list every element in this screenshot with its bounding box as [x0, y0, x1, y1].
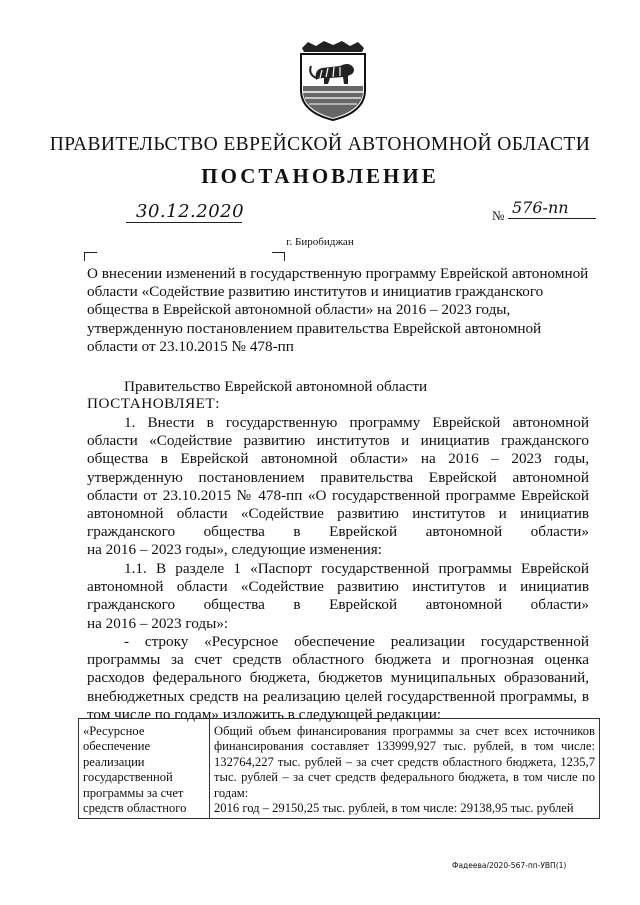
table-year-line: 2016 год – 29150,25 тыс. рублей, в том числе: 29138,95 тыс. рублей [214, 801, 574, 816]
table-label-line: обеспечение [83, 739, 151, 754]
item-1-line: области от 23.10.2015 № 478-пп «О государственной программе Еврейской [87, 486, 589, 504]
number-underline [508, 218, 596, 219]
item-1-1-line: на 2016 – 2023 годы»: [87, 614, 229, 632]
table-label-line: «Ресурсное [83, 724, 145, 738]
document-type-title: ПОСТАНОВЛЕНИЕ [201, 164, 439, 188]
table-cell-label [79, 719, 210, 819]
item-1-line: 1. Внести в государственную программу Еврейской автономной [124, 414, 589, 431]
item-1-line: на 2016 – 2023 годы», следующие изменения: [87, 541, 383, 559]
government-title: ПРАВИТЕЛЬСТВО ЕВРЕЙСКОЙ АВТОНОМНОЙ ОБЛАСТИ [49, 134, 591, 155]
city-name: г. Биробиджан [286, 236, 354, 248]
number-label: № [492, 208, 505, 223]
coat-of-arms-tiger-icon [296, 40, 370, 122]
resource-table [78, 718, 600, 819]
item-1-1-line: 1.1. В разделе 1 «Паспорт государственной программы Еврейской [124, 560, 589, 577]
item-dash-line: - строку «Ресурсное обеспечение реализации государственной [124, 633, 589, 650]
item-1-line: гражданского общества в Еврейской автономной области» [87, 523, 589, 541]
item-dash-line: внебюджетных средств на реализацию целей государственной программы, в [87, 687, 589, 705]
item-1-1-paragraph [87, 560, 589, 633]
table-label-line: средств областного [83, 801, 187, 816]
subject-line: утвержденную постановлением правительства Еврейской автономной [87, 319, 542, 337]
decree-word: ПОСТАНОВЛЯЕТ: [87, 395, 220, 412]
corner-mark-left [84, 252, 97, 261]
subject-line: общества в Еврейской автономной области» на 2016 – 2023 годы, [87, 301, 511, 319]
item-1-line: автономной области «Содействие развитию институтов и инициатив [87, 504, 589, 522]
corner-mark-right [272, 252, 285, 261]
item-dash-line: том числе по годам» изложить в следующей редакции: [87, 705, 442, 723]
item-dash-line: программы за счет средств областного бюджета и прогнозная оценка [87, 651, 589, 669]
item-1-line: области «Содействие развитию институтов и инициатив гражданского [87, 432, 589, 450]
table-label-line: реализации [83, 754, 145, 769]
coat-of-arms-emblem [296, 40, 370, 122]
item-dash-paragraph [87, 633, 589, 724]
item-1-1-line: гражданского общества в Еврейской автономной области» [87, 596, 589, 614]
table-value-paragraph: Общий объем финансирования программы за счет всех источников финансирования составляет 133999,927 тыс. рублей, в том числе: 132764,227 тыс. рублей – за счет средств областного бюджета, 1235,7 тыс. рублей – за счет средств федерального бюджета, в том числе по годам: [214, 724, 595, 800]
handwritten-date: 30.12.2020 [136, 201, 245, 222]
subject-line: области «Содействие развитию институтов и инициатив гражданского [87, 283, 544, 301]
subject-line: О внесении изменений в государственную программу Еврейской автономной [87, 265, 589, 282]
item-1-paragraph [87, 414, 589, 560]
subject-line: области от 23.10.2015 № 478-пп [87, 337, 294, 355]
item-1-1-line: автономной области «Содействие развитию институтов и инициатив [87, 578, 589, 596]
footer-reference: Фадеева/2020-567-пп-УВП(1) [452, 861, 567, 870]
handwritten-number: 576-пп [512, 198, 569, 217]
preamble: Правительство Еврейской автономной области [124, 378, 428, 395]
subject-paragraph [87, 265, 589, 356]
table-label-line: программы за счет [83, 785, 184, 800]
table-label-line: государственной [83, 770, 173, 785]
item-1-line: утвержденную постановлением правительства Еврейской автономной [87, 468, 589, 486]
item-dash-line: расходов федерального бюджета, бюджетов муниципальных образований, [87, 669, 589, 687]
table-cell-value [210, 719, 600, 819]
item-1-line: общества в Еврейской автономной области» на 2016 – 2023 годы, [87, 450, 589, 468]
table-row [79, 719, 600, 819]
date-underline [126, 222, 242, 223]
